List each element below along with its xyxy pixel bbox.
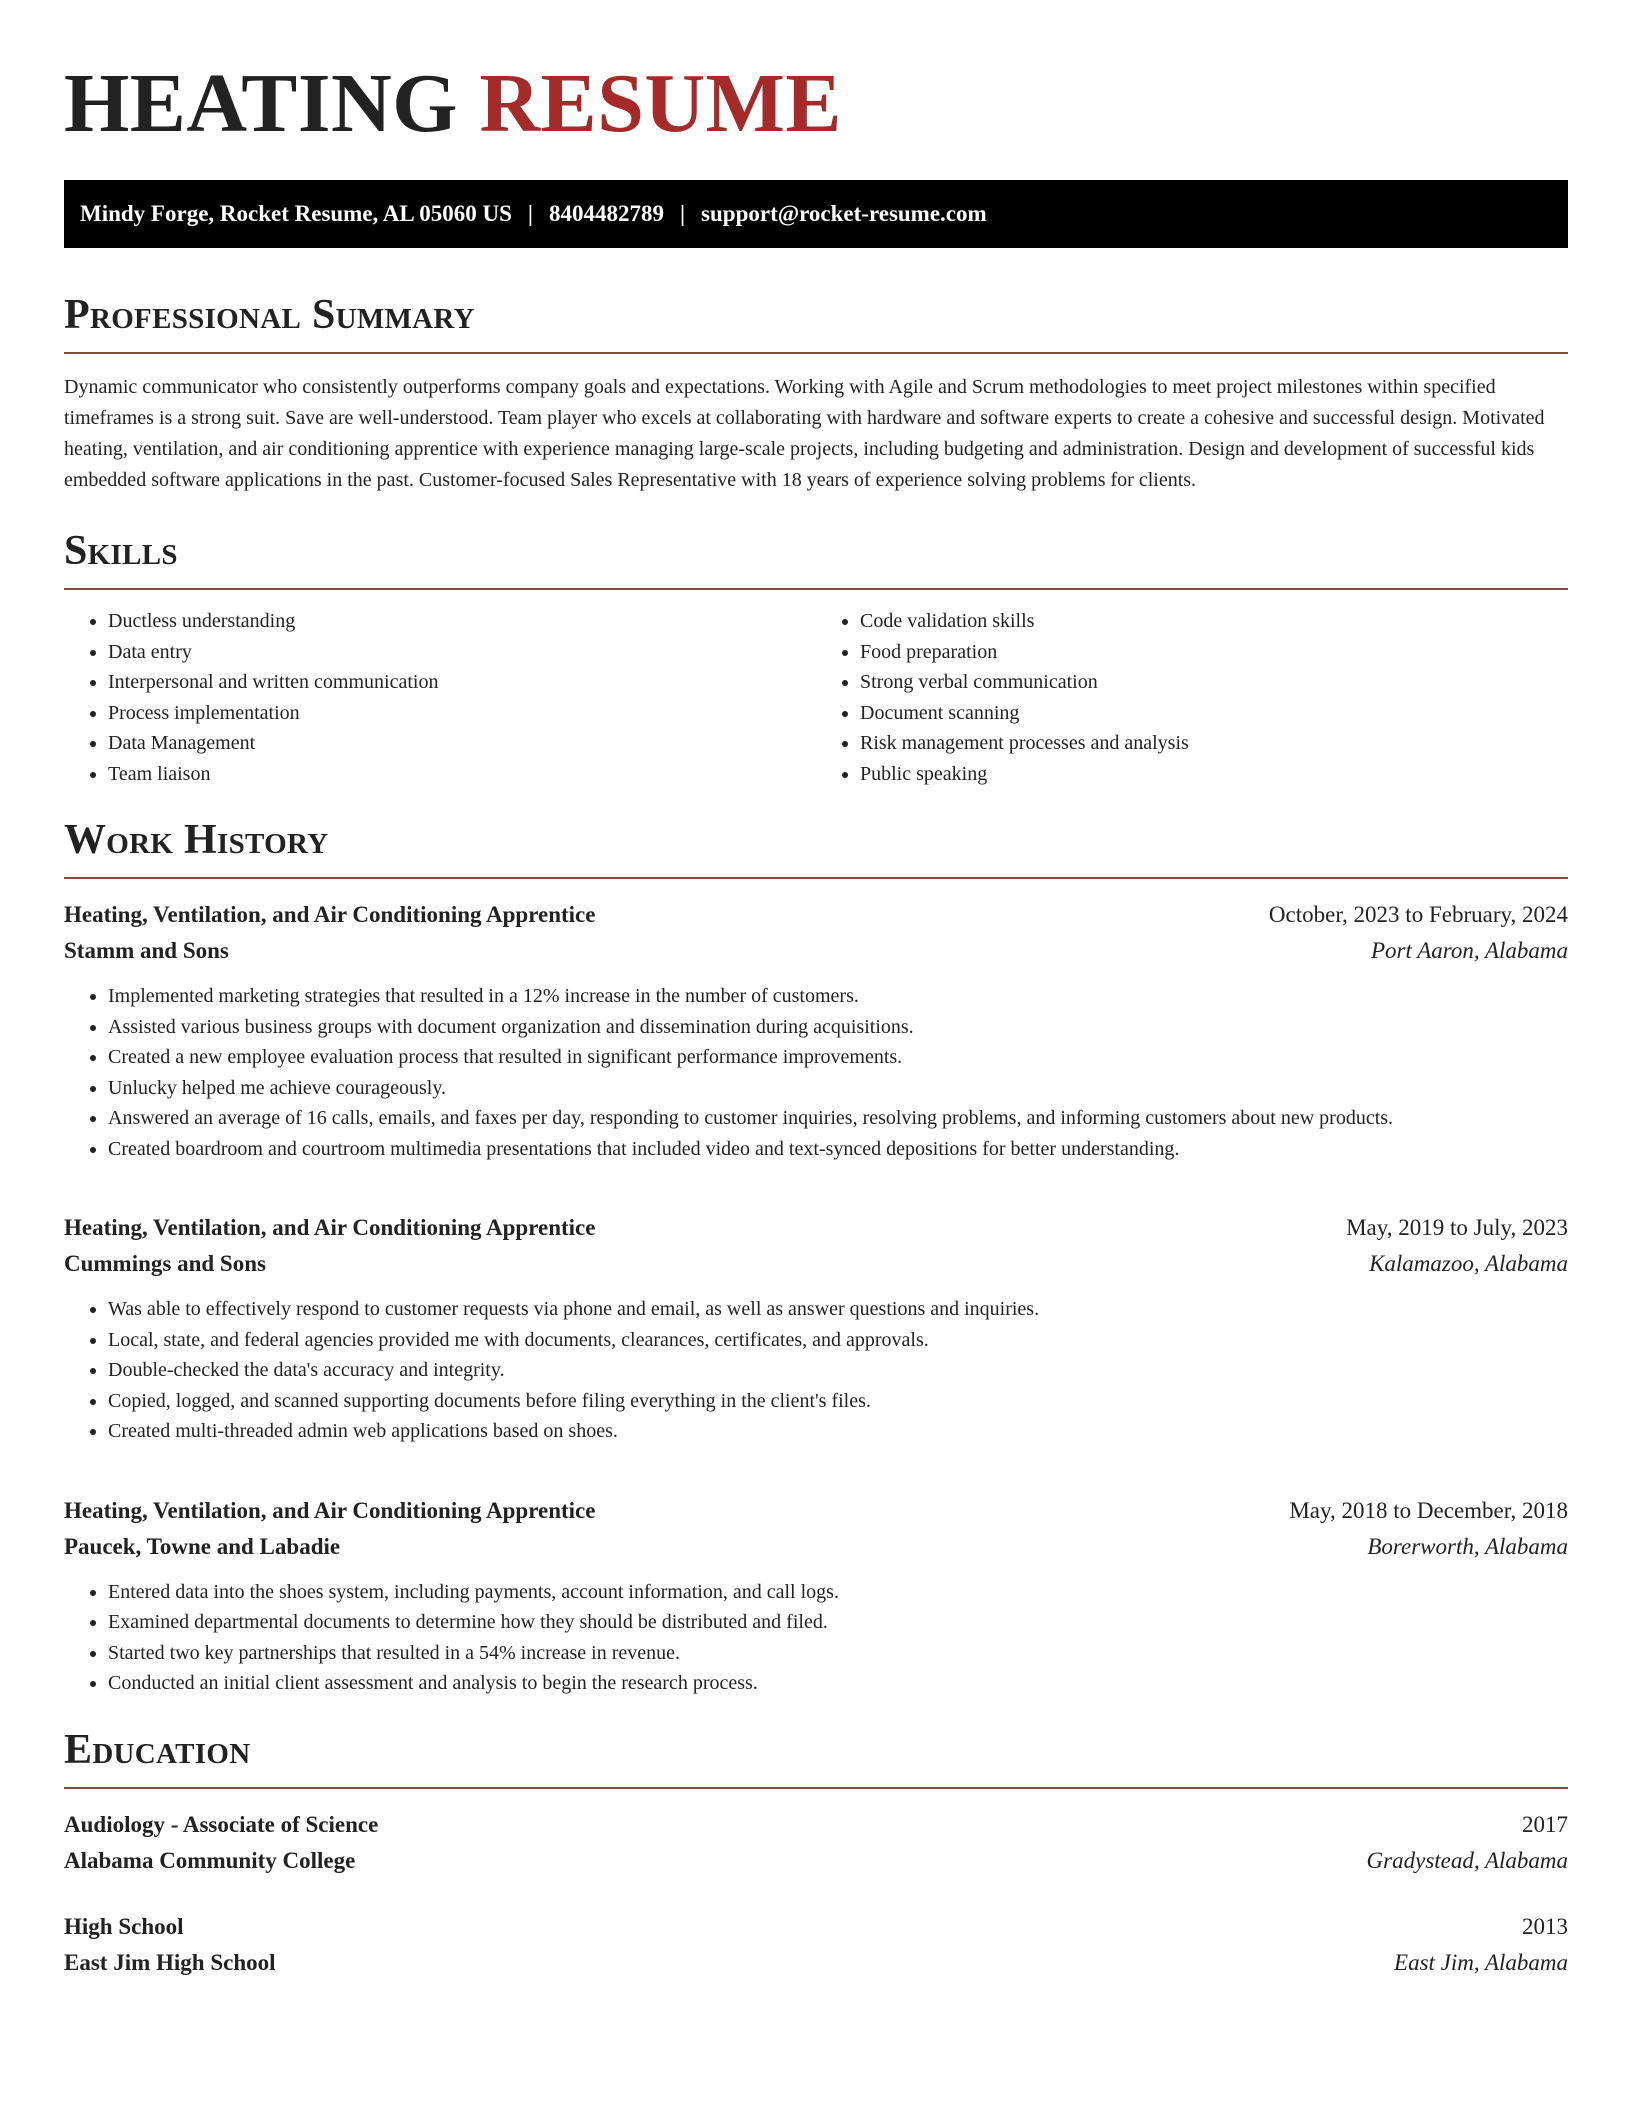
skill-item: • Risk management processes and analysis (860, 728, 1568, 759)
job-location: Kalamazoo, Alabama (1369, 1251, 1568, 1276)
job-bullet: • Conducted an initial client assessment and analysis to begin the research process. (108, 1668, 1568, 1699)
job-bullets (64, 1577, 1568, 1699)
skill-item: • Strong verbal communication (860, 667, 1568, 698)
skill-item: • Public speaking (860, 759, 1568, 790)
education-heading: Education (64, 1729, 1568, 1789)
skills-columns (64, 606, 1568, 789)
job-bullets (64, 1294, 1568, 1447)
skill-item: • Team liaison (108, 759, 816, 790)
job-entry (64, 897, 1568, 1164)
skill-item: • Process implementation (108, 698, 816, 729)
job-bullet: • Assisted various business groups with document organization and dissemination during acquisitions. (108, 1012, 1568, 1043)
job-bullet: • Answered an average of 16 calls, emails, and faxes per day, responding to customer inquiries, resolving problems, and informing customers about new products. (108, 1103, 1568, 1134)
skills-list-right (816, 606, 1568, 789)
summary-section (64, 294, 1568, 496)
job-bullet: • Created a new employee evaluation process that resulted in significant performance improvements. (108, 1042, 1568, 1073)
job-location: Borerworth, Alabama (1367, 1533, 1568, 1559)
job-company: Stamm and Sons (64, 938, 229, 963)
skill-item: • Data entry (108, 637, 816, 668)
job-dates: May, 2019 to July, 2023 (1346, 1215, 1568, 1240)
job-bullet: • Implemented marketing strategies that resulted in a 12% increase in the number of customers. (108, 981, 1568, 1012)
job-location: Port Aaron, Alabama (1370, 938, 1568, 963)
skills-section (64, 530, 1568, 789)
skills-list-left (64, 606, 816, 789)
education-school: Alabama Community College (64, 1847, 356, 1873)
job-bullet: • Created boardroom and courtroom multimedia presentations that included video and text-synced depositions for better understanding. (108, 1134, 1568, 1165)
education-section (64, 1726, 1568, 1981)
title-part-2: RESUME (479, 57, 842, 150)
job-entry (64, 1493, 1568, 1699)
contact-email: support@rocket-resume.com (701, 201, 987, 226)
job-bullet: • Entered data into the shoes system, including payments, account information, and call logs. (108, 1577, 1568, 1608)
education-year: 2013 (1522, 1913, 1568, 1939)
skills-heading: Skills (64, 530, 1568, 590)
job-bullet: • Local, state, and federal agencies provided me with documents, clearances, certificates, and approvals. (108, 1325, 1568, 1356)
job-entry (64, 1210, 1568, 1447)
summary-text: Dynamic communicator who consistently outperforms company goals and expectations. Working with Agile and Scrum methodologies to meet project milestones within specified timeframes is a strong suit. Save are well-understood. Team player who excels at collaborating with hardware and software experts to create a cohesive and successful design. Motivated heating, ventilation, and air conditioning apprentice with experience managing large-scale projects, including budgeting and administration. Design and development of successful kids embedded software applications in the past. Customer-focused Sales Representative with 18 years of experience solving problems for clients. (64, 376, 1545, 491)
job-title: Heating, Ventilation, and Air Conditioning Apprentice (64, 1215, 596, 1240)
education-year: 2017 (1522, 1811, 1568, 1837)
job-title: Heating, Ventilation, and Air Conditioning Apprentice (64, 902, 596, 927)
skill-item: • Document scanning (860, 698, 1568, 729)
contact-separator: | (527, 201, 533, 226)
education-entry (64, 1909, 1568, 1981)
job-bullet: • Unlucky helped me achieve courageously. (108, 1073, 1568, 1104)
skill-item: • Code validation skills (860, 606, 1568, 637)
job-dates: May, 2018 to December, 2018 (1289, 1497, 1568, 1523)
job-bullet: • Started two key partnerships that resulted in a 54% increase in revenue. (108, 1638, 1568, 1669)
job-bullet: • Examined departmental documents to determine how they should be distributed and filed. (108, 1607, 1568, 1638)
skill-item: • Interpersonal and written communication (108, 667, 816, 698)
contact-address: Mindy Forge, Rocket Resume, AL 05060 US (80, 201, 512, 226)
job-bullets (64, 981, 1568, 1164)
job-bullet: • Created multi-threaded admin web applications based on shoes. (108, 1416, 1568, 1447)
education-degree: Audiology - Associate of Science (64, 1811, 379, 1837)
skill-item: • Ductless understanding (108, 606, 816, 637)
education-degree: High School (64, 1913, 184, 1939)
education-entry (64, 1807, 1568, 1879)
contact-separator: | (679, 201, 686, 226)
education-school: East Jim High School (64, 1949, 276, 1975)
job-bullet: • Double-checked the data's accuracy and integrity. (108, 1355, 1568, 1386)
resume-title (64, 57, 1568, 150)
education-location: Gradystead, Alabama (1366, 1847, 1568, 1873)
job-bullet: • Was able to effectively respond to customer requests via phone and email, as well as answer questions and inquiries. (108, 1294, 1568, 1325)
job-company: Paucek, Towne and Labadie (64, 1533, 341, 1559)
contact-bar (64, 180, 1568, 248)
work-history-heading: Work History (64, 819, 1568, 879)
skill-item: • Food preparation (860, 637, 1568, 668)
job-bullet: • Copied, logged, and scanned supporting documents before filing everything in the client's files. (108, 1386, 1568, 1417)
title-part-1: HEATING (64, 57, 459, 150)
education-location: East Jim, Alabama (1394, 1949, 1568, 1975)
skill-item: • Data Management (108, 728, 816, 759)
summary-heading: Professional Summary (64, 294, 1568, 354)
job-dates: October, 2023 to February, 2024 (1268, 902, 1568, 927)
job-title: Heating, Ventilation, and Air Conditioning Apprentice (64, 1497, 596, 1523)
job-company: Cummings and Sons (64, 1251, 266, 1276)
work-history-section (64, 819, 1568, 1699)
contact-phone: 8404482789 (548, 201, 664, 226)
